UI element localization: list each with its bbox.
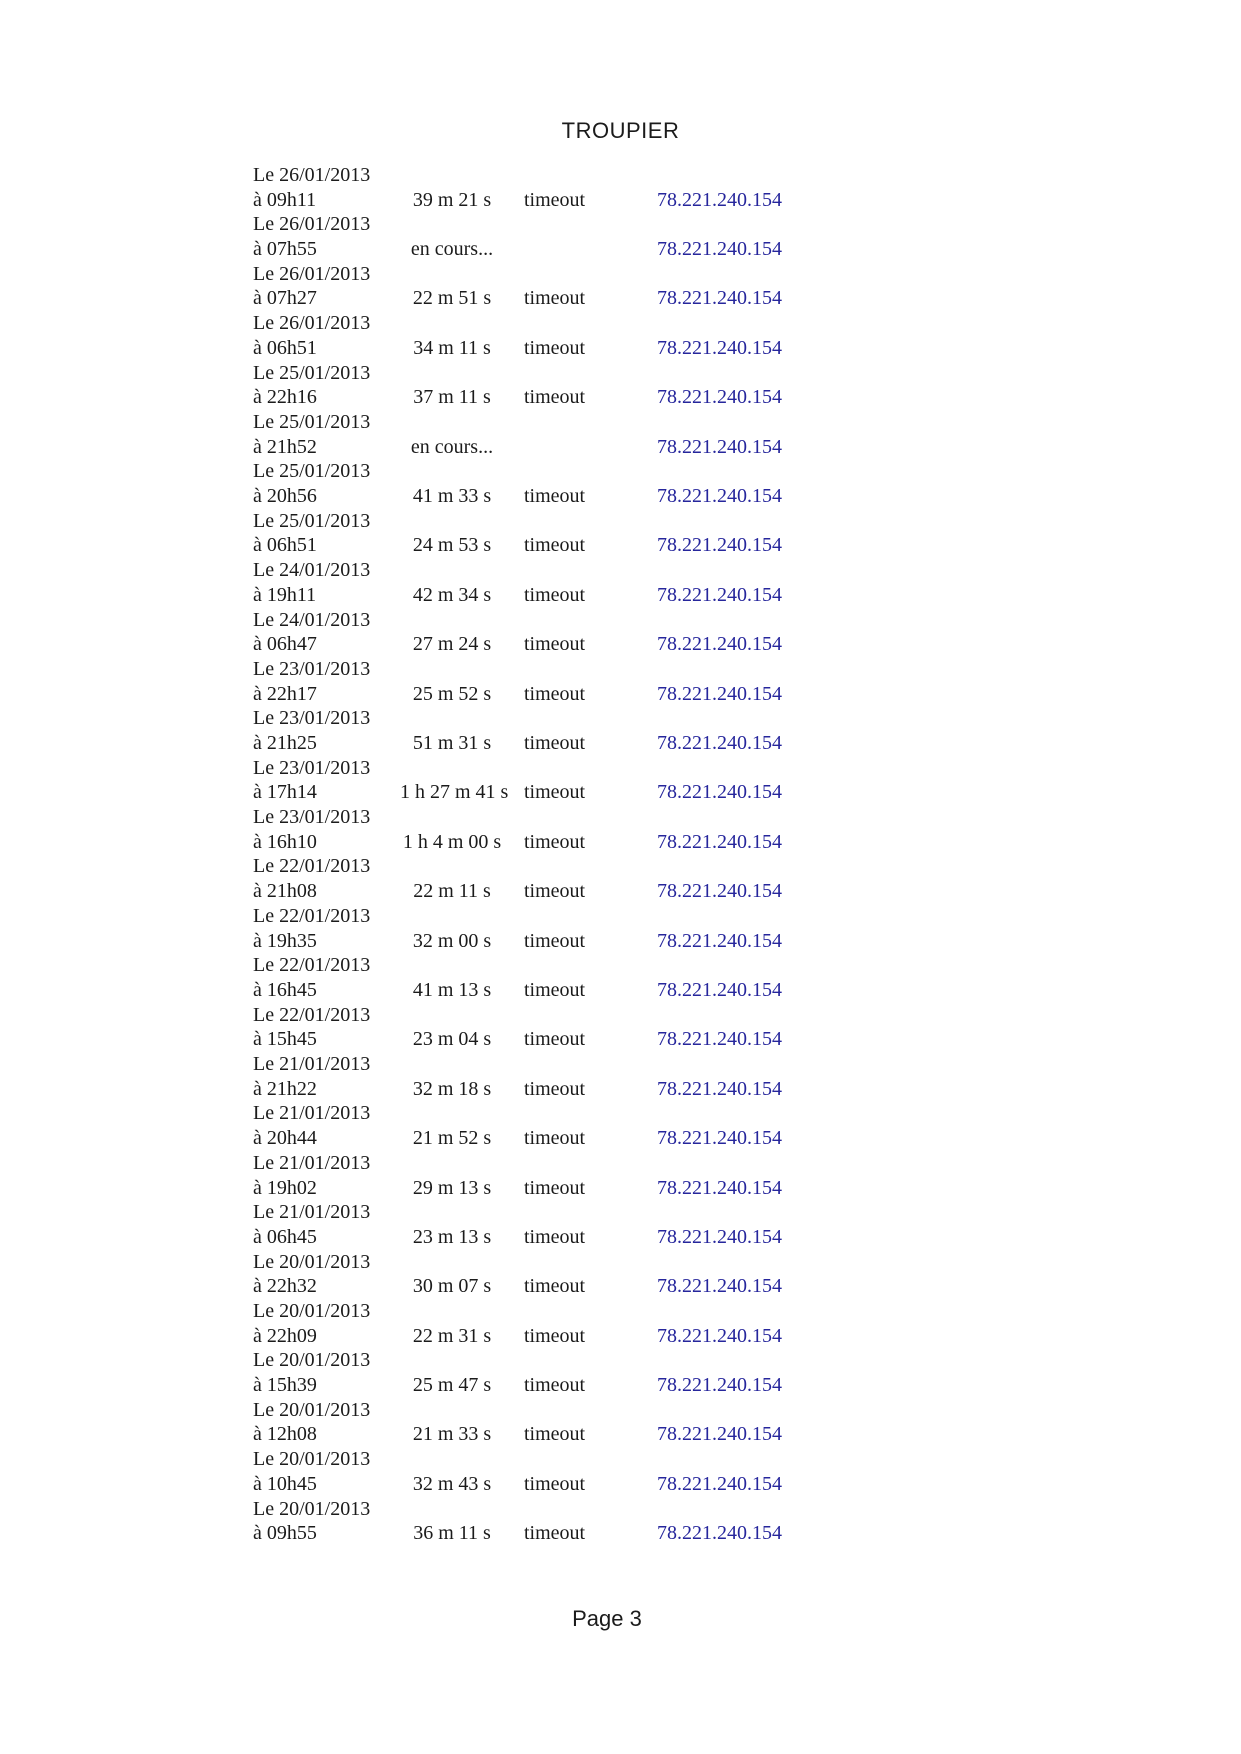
session-row bbox=[253, 1398, 804, 1447]
session-ip-link[interactable]: 78.221.240.154 bbox=[657, 929, 782, 952]
session-date-line: Le 26/01/2013 bbox=[253, 213, 371, 236]
session-time-line: à 07h27 bbox=[253, 287, 317, 310]
session-date bbox=[253, 163, 400, 212]
session-date bbox=[253, 1101, 400, 1150]
session-ip-link[interactable]: 78.221.240.154 bbox=[657, 1472, 782, 1495]
session-time-line: à 20h44 bbox=[253, 1127, 317, 1150]
session-ip-cell bbox=[624, 385, 804, 410]
session-status: timeout bbox=[524, 682, 586, 705]
session-row bbox=[253, 904, 804, 953]
session-date bbox=[253, 1003, 400, 1052]
session-date bbox=[253, 509, 400, 558]
session-status: timeout bbox=[524, 386, 586, 409]
session-date-line: Le 21/01/2013 bbox=[253, 1053, 371, 1076]
session-date-line: Le 20/01/2013 bbox=[253, 1299, 371, 1322]
session-status: timeout bbox=[524, 1225, 586, 1248]
page-title: TROUPIER bbox=[561, 118, 680, 143]
session-date bbox=[253, 410, 400, 459]
session-duration: 25 m 52 s bbox=[412, 682, 492, 705]
session-duration: 1 h 27 m 41 s bbox=[400, 781, 509, 804]
session-ip-cell bbox=[624, 1422, 804, 1447]
session-date-line: Le 22/01/2013 bbox=[253, 954, 371, 977]
session-row bbox=[253, 1200, 804, 1249]
session-ip-link[interactable]: 78.221.240.154 bbox=[657, 1077, 782, 1100]
session-row bbox=[253, 1299, 804, 1348]
session-date-line: Le 22/01/2013 bbox=[253, 855, 371, 878]
session-ip-cell bbox=[624, 830, 804, 855]
session-row bbox=[253, 1447, 804, 1496]
session-date-line: Le 22/01/2013 bbox=[253, 904, 371, 927]
session-date-line: Le 21/01/2013 bbox=[253, 1201, 371, 1224]
session-duration: 22 m 31 s bbox=[412, 1324, 492, 1347]
session-status: timeout bbox=[524, 485, 586, 508]
session-date-line: Le 26/01/2013 bbox=[253, 312, 371, 335]
session-row bbox=[253, 361, 804, 410]
session-ip-link[interactable]: 78.221.240.154 bbox=[657, 1225, 782, 1248]
session-duration: 23 m 04 s bbox=[412, 1028, 492, 1051]
session-ip-link[interactable]: 78.221.240.154 bbox=[657, 880, 782, 903]
sessions-table bbox=[253, 163, 804, 1546]
session-time-line: à 21h22 bbox=[253, 1077, 317, 1100]
session-ip-cell bbox=[624, 929, 804, 954]
session-time-line: à 20h56 bbox=[253, 485, 317, 508]
session-status: timeout bbox=[524, 1176, 586, 1199]
session-ip-link[interactable]: 78.221.240.154 bbox=[657, 534, 782, 557]
session-duration: 41 m 13 s bbox=[412, 978, 492, 1001]
session-status: timeout bbox=[524, 534, 586, 557]
session-status: timeout bbox=[524, 336, 586, 359]
session-time-line: à 21h25 bbox=[253, 732, 317, 754]
session-status: timeout bbox=[524, 929, 586, 952]
session-row bbox=[253, 1250, 804, 1299]
session-duration: 1 h 4 m 00 s bbox=[402, 830, 502, 853]
session-date-line: Le 24/01/2013 bbox=[253, 559, 371, 582]
session-row bbox=[253, 1497, 804, 1546]
session-ip-cell bbox=[624, 336, 804, 361]
session-ip-cell bbox=[624, 1521, 804, 1546]
session-date bbox=[253, 953, 400, 1002]
session-ip-link[interactable]: 78.221.240.154 bbox=[657, 238, 782, 261]
session-duration: en cours... bbox=[410, 435, 494, 458]
session-ip-cell bbox=[624, 1126, 804, 1151]
session-ip-link[interactable]: 78.221.240.154 bbox=[657, 781, 782, 804]
session-ip-link[interactable]: 78.221.240.154 bbox=[657, 732, 782, 754]
session-ip-link[interactable]: 78.221.240.154 bbox=[657, 583, 782, 606]
session-row bbox=[253, 558, 804, 607]
session-date-line: Le 26/01/2013 bbox=[253, 164, 371, 186]
session-ip-link[interactable]: 78.221.240.154 bbox=[657, 435, 782, 458]
session-status: timeout bbox=[524, 583, 586, 606]
session-date-line: Le 20/01/2013 bbox=[253, 1349, 371, 1372]
session-date bbox=[253, 212, 400, 261]
session-status: timeout bbox=[524, 1324, 586, 1347]
session-date bbox=[253, 1299, 400, 1348]
session-ip-link[interactable]: 78.221.240.154 bbox=[657, 1028, 782, 1051]
session-ip-cell bbox=[624, 1274, 804, 1299]
session-ip-cell bbox=[624, 978, 804, 1003]
session-ip-cell bbox=[624, 1373, 804, 1398]
session-date-line: Le 20/01/2013 bbox=[253, 1448, 371, 1471]
session-time-line: à 12h08 bbox=[253, 1423, 317, 1446]
session-status: timeout bbox=[524, 188, 586, 211]
session-ip-link[interactable]: 78.221.240.154 bbox=[657, 1127, 782, 1150]
session-ip-link[interactable]: 78.221.240.154 bbox=[657, 386, 782, 409]
session-status: timeout bbox=[524, 1028, 586, 1051]
session-duration: 22 m 11 s bbox=[413, 880, 491, 903]
session-ip-link[interactable]: 78.221.240.154 bbox=[657, 633, 782, 656]
session-row bbox=[253, 459, 804, 508]
session-ip-link[interactable]: 78.221.240.154 bbox=[657, 1423, 782, 1446]
session-status: timeout bbox=[524, 1522, 586, 1545]
session-time-line: à 09h11 bbox=[253, 188, 317, 211]
session-date bbox=[253, 1398, 400, 1447]
session-time-line: à 19h11 bbox=[253, 583, 317, 606]
session-date-line: Le 23/01/2013 bbox=[253, 707, 371, 730]
session-ip-cell bbox=[624, 237, 804, 262]
session-status: timeout bbox=[524, 1077, 586, 1100]
session-ip-link[interactable]: 78.221.240.154 bbox=[657, 1522, 782, 1545]
session-ip-cell bbox=[624, 632, 804, 657]
session-date bbox=[253, 608, 400, 657]
session-duration: 22 m 51 s bbox=[412, 287, 492, 310]
session-date bbox=[253, 756, 400, 805]
session-duration: 25 m 47 s bbox=[412, 1374, 492, 1397]
session-row bbox=[253, 608, 804, 657]
session-row bbox=[253, 756, 804, 805]
session-time-line: à 19h02 bbox=[253, 1176, 317, 1199]
session-date-line: Le 23/01/2013 bbox=[253, 806, 371, 829]
session-row bbox=[253, 163, 804, 212]
session-date bbox=[253, 904, 400, 953]
session-row bbox=[253, 1151, 804, 1200]
session-ip-link[interactable]: 78.221.240.154 bbox=[657, 1374, 782, 1397]
session-row bbox=[253, 706, 804, 755]
session-duration: 34 m 11 s bbox=[413, 336, 491, 359]
session-row bbox=[253, 1052, 804, 1101]
session-time-line: à 22h09 bbox=[253, 1324, 317, 1347]
session-date-line: Le 24/01/2013 bbox=[253, 608, 371, 631]
session-status: timeout bbox=[524, 633, 586, 656]
page-number: Page 3 bbox=[572, 1606, 642, 1631]
session-date-line: Le 21/01/2013 bbox=[253, 1151, 371, 1174]
session-status: timeout bbox=[524, 1127, 586, 1150]
session-date bbox=[253, 1250, 400, 1299]
session-row bbox=[253, 311, 804, 360]
session-duration: 51 m 31 s bbox=[412, 732, 492, 754]
session-ip-cell bbox=[624, 879, 804, 904]
session-date bbox=[253, 459, 400, 508]
session-date bbox=[253, 1348, 400, 1397]
session-duration: en cours... bbox=[410, 238, 494, 261]
session-row bbox=[253, 262, 804, 311]
session-date bbox=[253, 1151, 400, 1200]
session-date-line: Le 23/01/2013 bbox=[253, 756, 371, 779]
session-ip-link[interactable]: 78.221.240.154 bbox=[657, 485, 782, 508]
session-date bbox=[253, 262, 400, 311]
session-time-line: à 22h16 bbox=[253, 386, 317, 409]
session-date bbox=[253, 1447, 400, 1496]
session-duration: 21 m 33 s bbox=[412, 1423, 492, 1446]
session-ip-link[interactable]: 78.221.240.154 bbox=[657, 336, 782, 359]
session-ip-link[interactable]: 78.221.240.154 bbox=[657, 188, 782, 211]
session-ip-cell bbox=[624, 780, 804, 805]
session-status: timeout bbox=[524, 978, 586, 1001]
session-date bbox=[253, 361, 400, 410]
session-duration: 30 m 07 s bbox=[412, 1275, 492, 1298]
session-date-line: Le 23/01/2013 bbox=[253, 657, 371, 680]
session-time-line: à 19h35 bbox=[253, 929, 317, 952]
session-ip-cell bbox=[624, 435, 804, 460]
session-date bbox=[253, 558, 400, 607]
session-date bbox=[253, 657, 400, 706]
session-ip-cell bbox=[624, 1176, 804, 1201]
session-time-line: à 09h55 bbox=[253, 1522, 317, 1545]
session-status: timeout bbox=[524, 880, 586, 903]
session-duration: 42 m 34 s bbox=[412, 583, 492, 606]
session-ip-cell bbox=[624, 1077, 804, 1102]
session-date-line: Le 25/01/2013 bbox=[253, 460, 371, 483]
session-ip-link[interactable]: 78.221.240.154 bbox=[657, 1176, 782, 1199]
session-ip-link[interactable]: 78.221.240.154 bbox=[657, 830, 782, 853]
session-duration: 36 m 11 s bbox=[413, 1522, 491, 1545]
session-time-line: à 21h52 bbox=[253, 435, 317, 458]
session-date-line: Le 26/01/2013 bbox=[253, 262, 371, 285]
session-date-line: Le 22/01/2013 bbox=[253, 1003, 371, 1026]
session-ip-link[interactable]: 78.221.240.154 bbox=[657, 1275, 782, 1298]
session-date-line: Le 25/01/2013 bbox=[253, 410, 371, 433]
session-date bbox=[253, 311, 400, 360]
session-row bbox=[253, 805, 804, 854]
session-date bbox=[253, 1497, 400, 1546]
session-time-line: à 06h51 bbox=[253, 336, 317, 359]
session-date bbox=[253, 1052, 400, 1101]
session-date-line: Le 20/01/2013 bbox=[253, 1497, 371, 1520]
session-duration: 32 m 43 s bbox=[412, 1472, 492, 1495]
session-duration: 32 m 00 s bbox=[412, 929, 492, 952]
session-date bbox=[253, 706, 400, 755]
session-date bbox=[253, 805, 400, 854]
session-time-line: à 15h45 bbox=[253, 1028, 317, 1051]
session-duration: 32 m 18 s bbox=[412, 1077, 492, 1100]
session-ip-link[interactable]: 78.221.240.154 bbox=[657, 682, 782, 705]
session-date-line: Le 20/01/2013 bbox=[253, 1398, 371, 1421]
session-status: timeout bbox=[524, 1472, 586, 1495]
session-ip-cell bbox=[624, 533, 804, 558]
session-duration: 39 m 21 s bbox=[412, 188, 492, 211]
session-row bbox=[253, 509, 804, 558]
session-time-line: à 22h17 bbox=[253, 682, 317, 705]
session-duration: 37 m 11 s bbox=[413, 386, 491, 409]
session-ip-cell bbox=[624, 188, 804, 213]
session-ip-cell bbox=[624, 583, 804, 608]
session-row bbox=[253, 1101, 804, 1150]
session-row bbox=[253, 1003, 804, 1052]
session-row bbox=[253, 410, 804, 459]
session-ip-cell bbox=[624, 731, 804, 756]
session-row bbox=[253, 854, 804, 903]
session-date-line: Le 20/01/2013 bbox=[253, 1250, 371, 1273]
session-ip-cell bbox=[624, 682, 804, 707]
session-time-line: à 06h47 bbox=[253, 633, 317, 656]
session-status: timeout bbox=[524, 830, 586, 853]
session-date bbox=[253, 1200, 400, 1249]
session-date-line: Le 25/01/2013 bbox=[253, 361, 371, 384]
session-status: timeout bbox=[524, 732, 586, 754]
session-time-line: à 15h39 bbox=[253, 1374, 317, 1397]
session-row bbox=[253, 212, 804, 261]
session-row bbox=[253, 1348, 804, 1397]
session-date bbox=[253, 854, 400, 903]
session-ip-link[interactable]: 78.221.240.154 bbox=[657, 978, 782, 1001]
session-duration: 29 m 13 s bbox=[412, 1176, 492, 1199]
session-ip-link[interactable]: 78.221.240.154 bbox=[657, 287, 782, 310]
session-row bbox=[253, 657, 804, 706]
session-time-line: à 22h32 bbox=[253, 1275, 317, 1298]
session-time-line: à 16h45 bbox=[253, 978, 317, 1001]
session-status: timeout bbox=[524, 781, 586, 804]
session-ip-cell bbox=[624, 1472, 804, 1497]
session-time-line: à 17h14 bbox=[253, 781, 317, 804]
session-time-line: à 16h10 bbox=[253, 830, 317, 853]
session-ip-cell bbox=[624, 286, 804, 311]
session-duration: 41 m 33 s bbox=[412, 485, 492, 508]
session-time-line: à 06h51 bbox=[253, 534, 317, 557]
session-time-line: à 07h55 bbox=[253, 238, 317, 261]
session-ip-cell bbox=[624, 1225, 804, 1250]
session-duration: 24 m 53 s bbox=[412, 534, 492, 557]
session-status: timeout bbox=[524, 1275, 586, 1298]
session-ip-cell bbox=[624, 1324, 804, 1349]
session-row bbox=[253, 953, 804, 1002]
session-time-line: à 06h45 bbox=[253, 1225, 317, 1248]
session-date-line: Le 21/01/2013 bbox=[253, 1102, 371, 1125]
session-ip-cell bbox=[624, 484, 804, 509]
session-status: timeout bbox=[524, 1423, 586, 1446]
session-date-line: Le 25/01/2013 bbox=[253, 509, 371, 532]
session-status: timeout bbox=[524, 287, 586, 310]
session-status: timeout bbox=[524, 1374, 586, 1397]
session-ip-cell bbox=[624, 1027, 804, 1052]
session-time-line: à 10h45 bbox=[253, 1472, 317, 1495]
session-ip-link[interactable]: 78.221.240.154 bbox=[657, 1324, 782, 1347]
session-duration: 27 m 24 s bbox=[412, 633, 492, 656]
session-time-line: à 21h08 bbox=[253, 880, 317, 903]
session-duration: 23 m 13 s bbox=[412, 1225, 492, 1248]
session-duration: 21 m 52 s bbox=[412, 1127, 492, 1150]
